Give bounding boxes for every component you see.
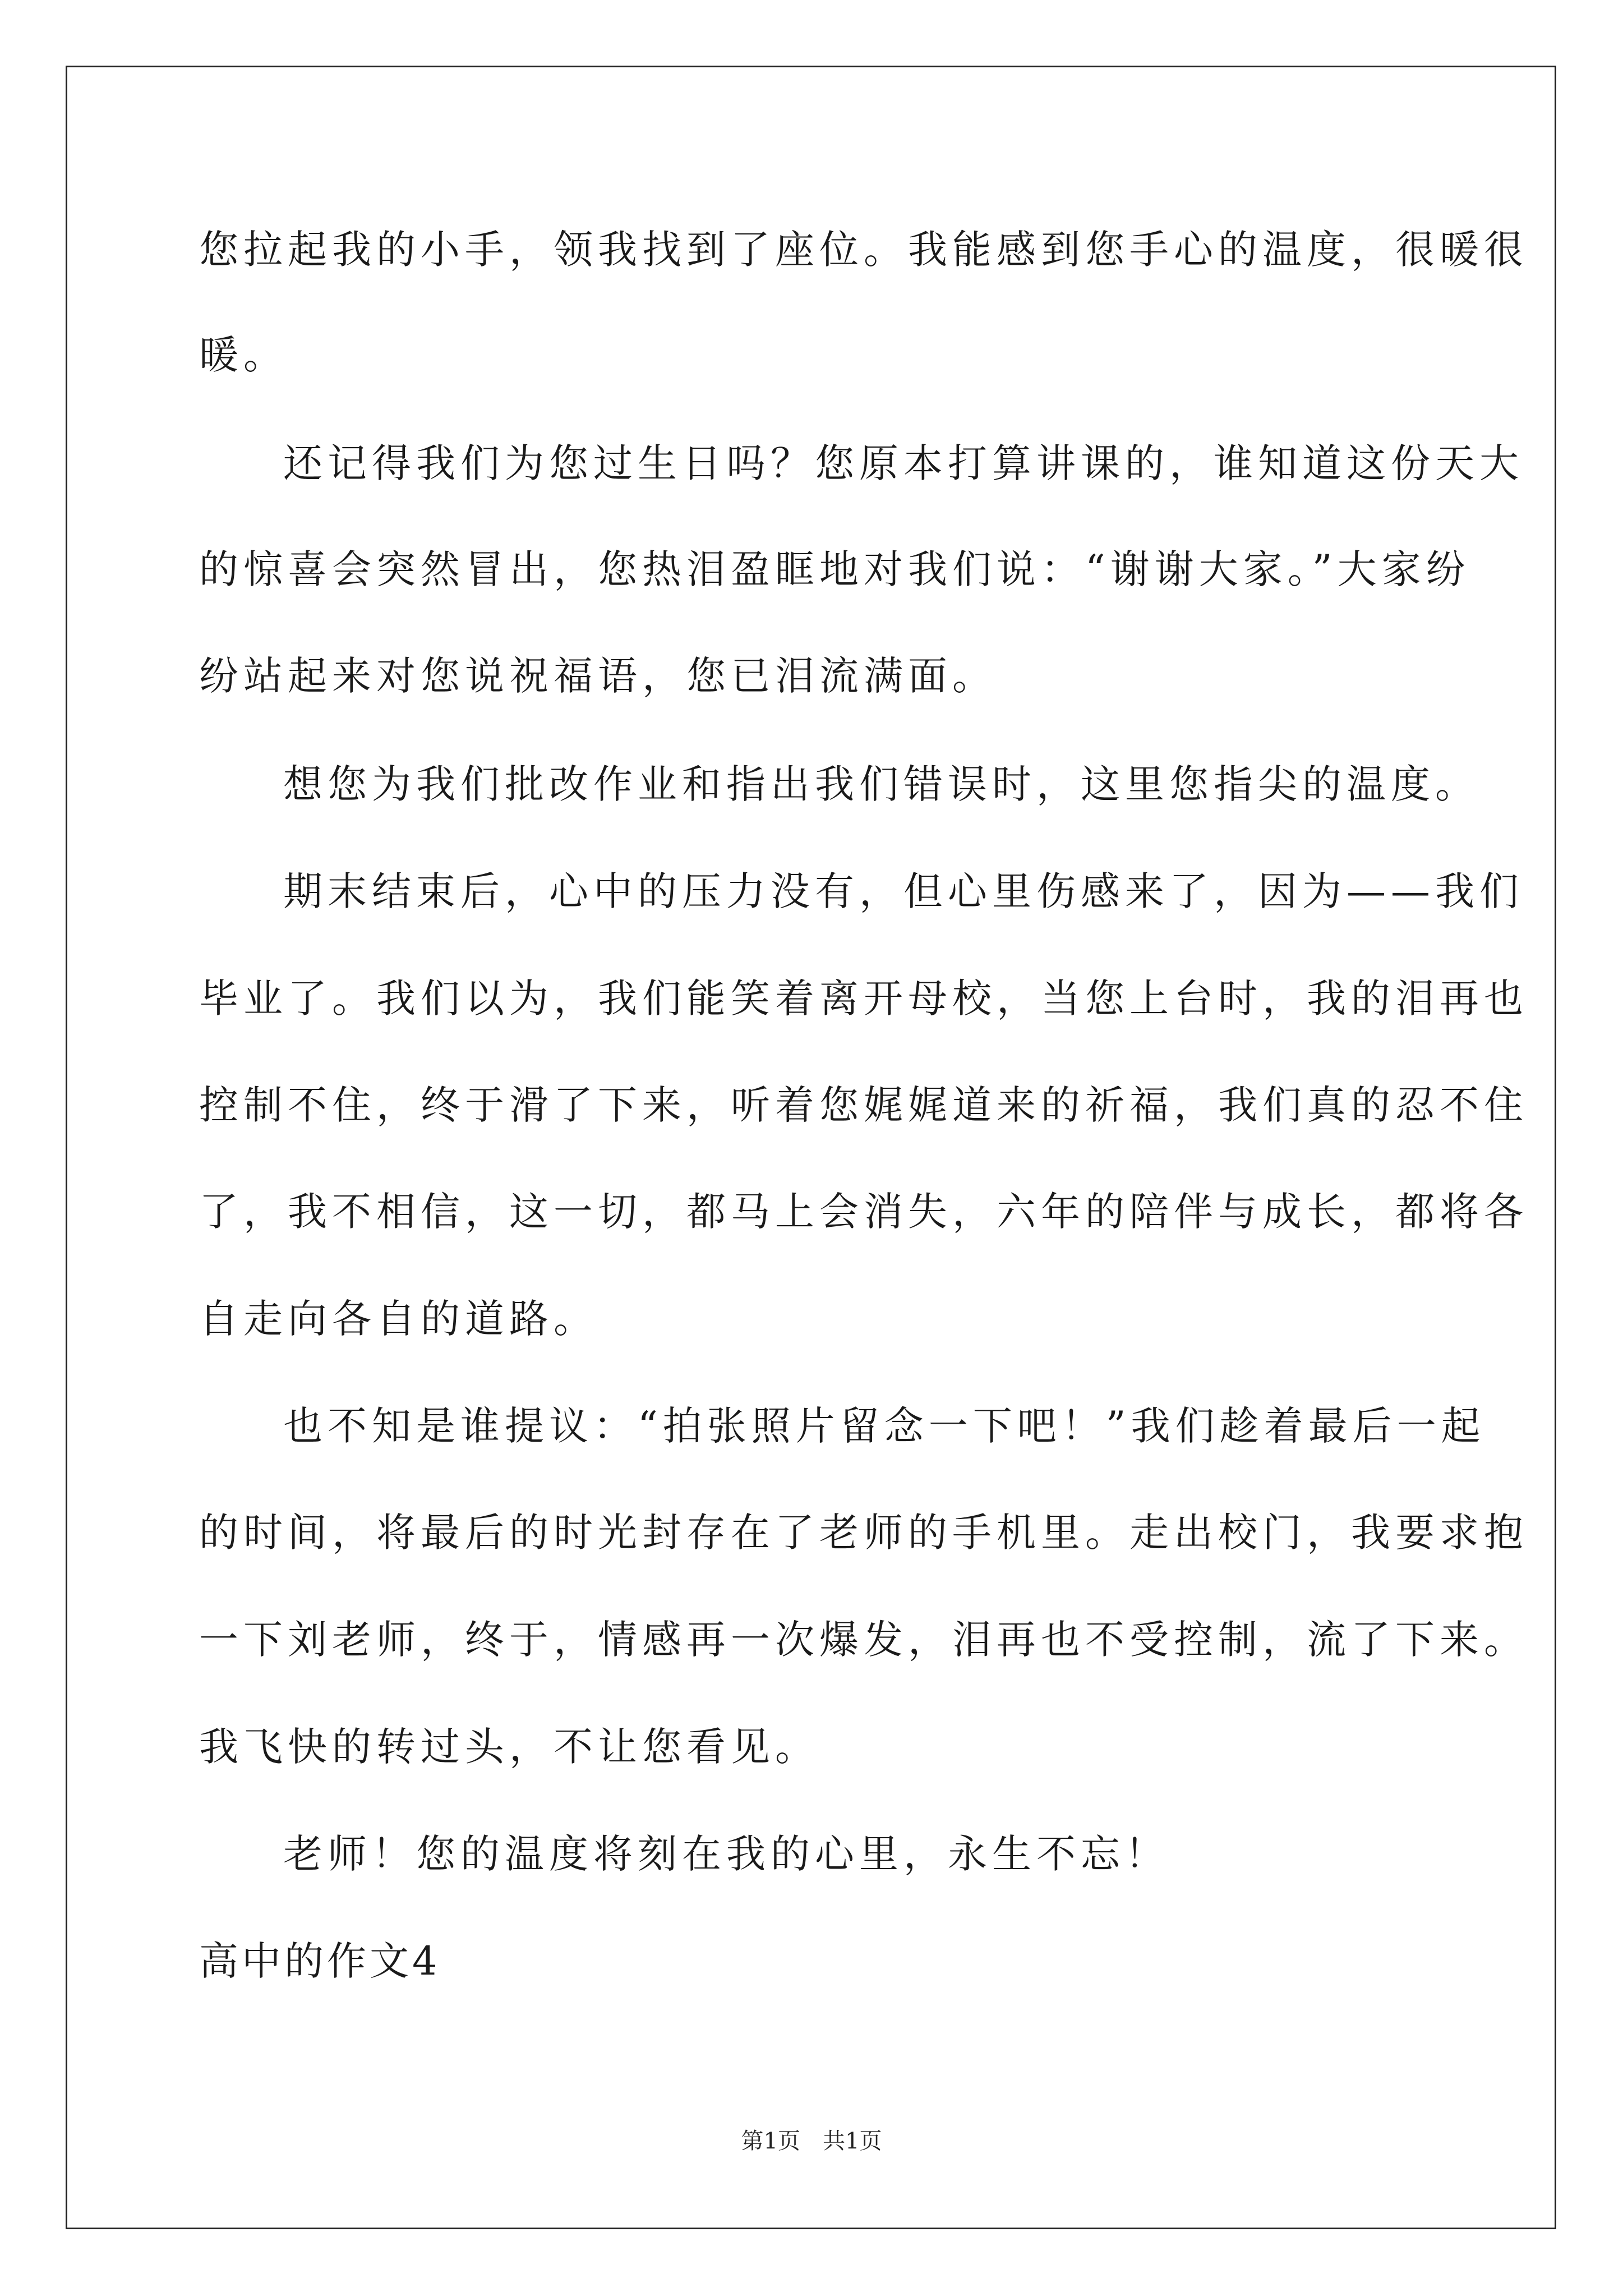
paragraph-line: 我飞快的转过头，不让您看见。 xyxy=(199,1724,819,1770)
paragraph-line: 想您为我们批改作业和指出我们错误时，这里您指尖的温度。 xyxy=(283,761,1479,807)
paragraph-line: 了，我不相信，这一切，都马上会消失，六年的陪伴与成长，都将各 xyxy=(199,1189,1528,1235)
paragraph-line: 自走向各自的道路。 xyxy=(199,1296,598,1342)
paragraph-line: 暖。 xyxy=(199,332,288,378)
paragraph-line: 纷站起来对您说祝福语，您已泪流满面。 xyxy=(199,653,997,699)
paragraph-line: 控制不住，终于滑了下来，听着您娓娓道来的祈福，我们真的忍不住 xyxy=(199,1082,1528,1128)
paragraph-line: 毕业了。我们以为，我们能笑着离开母校，当您上台时，我的泪再也 xyxy=(199,976,1528,1022)
paragraph-line: 的惊喜会突然冒出，您热泪盈眶地对我们说：“谢谢大家。”大家纷 xyxy=(199,546,1470,592)
paragraph-line: 也不知是谁提议：“拍张照片留念一下吧！”我们趁着最后一起 xyxy=(283,1403,1486,1449)
paragraph-line: 老师！您的温度将刻在我的心里，永生不忘！ xyxy=(283,1831,1169,1877)
section-heading: 高中的作文4 xyxy=(199,1938,441,1984)
page-footer: 第1页 共1页 xyxy=(741,2128,882,2154)
paragraph-line: 一下刘老师，终于，情感再一次爆发，泪再也不受控制，流了下来。 xyxy=(199,1617,1528,1663)
paragraph-line: 还记得我们为您过生日吗？您原本打算讲课的，谁知道这份天大 xyxy=(283,440,1524,486)
page-border xyxy=(66,66,1556,2229)
paragraph-line: 您拉起我的小手，领我找到了座位。我能感到您手心的温度，很暖很 xyxy=(199,227,1528,273)
paragraph-line: 的时间，将最后的时光封存在了老师的手机里。走出校门，我要求抱 xyxy=(199,1510,1528,1556)
paragraph-line: 期末结束后，心中的压力没有，但心里伤感来了，因为——我们 xyxy=(283,868,1524,914)
